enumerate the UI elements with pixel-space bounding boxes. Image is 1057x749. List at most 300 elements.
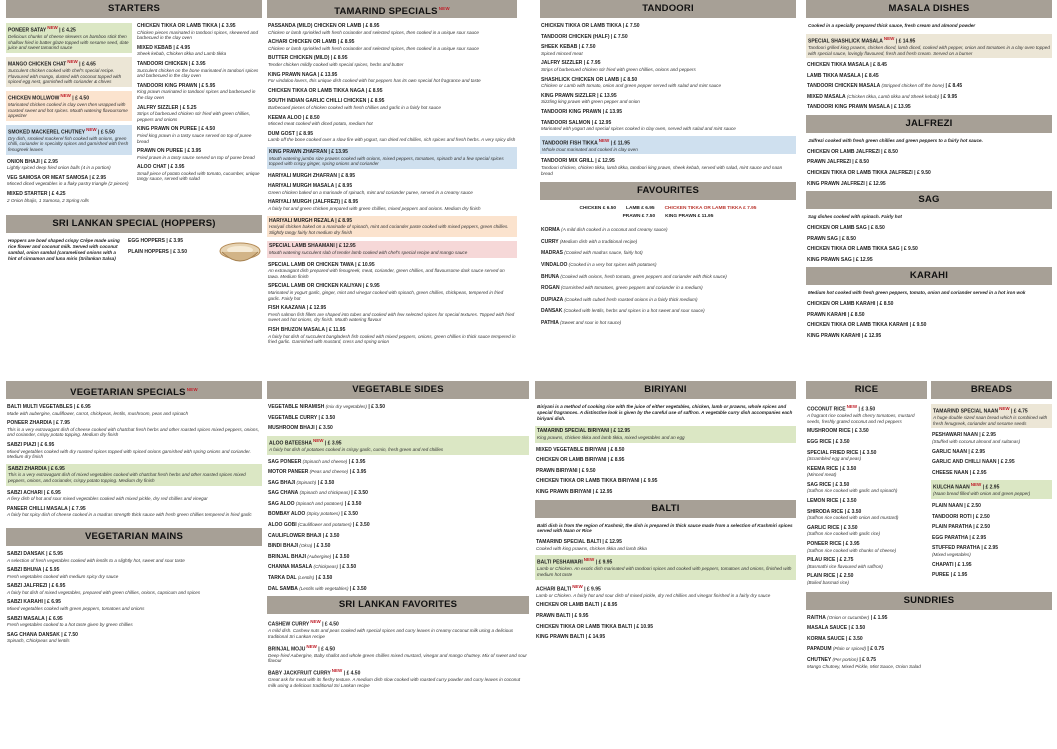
menu-item: [806, 301, 1052, 308]
col-2: [267, 0, 517, 349]
item-price: £ 3.50: [848, 635, 863, 642]
item-desc: Dry dish, smoked mackerel fish cooked with onions, green chilli, coriander in specialty spices and garnished with fresh fenugreek leaves: [8, 135, 129, 153]
item-desc: Succulent chicken cooked with chef's special recipe. Flavoured with mango, dusted with coconut topped with spiced egg nest, garnished with coriander & chives: [8, 68, 122, 85]
item-desc: Green chicken baked on a marinade of spinach, mint and coriander puree, served in a creamy sauce: [268, 189, 473, 195]
masala-header: MASALA DISHES: [806, 0, 1052, 18]
item-name: BINDI BHAJI: [268, 543, 299, 550]
sag-intro: Sag dishes cooked with spinach. Fairly hot: [808, 214, 902, 220]
item-name: SHEEK KEBAB: [541, 44, 578, 51]
rice-items: [806, 404, 927, 586]
item-desc: Fried prawn in a tasty sauce served on top of puree bread: [137, 154, 255, 160]
item-price: £ 8.95: [340, 39, 355, 46]
item-desc: A fairly hot dish of potatoes cooked in crispy garlic, cumin, fresh green and red chillies: [269, 446, 444, 452]
item-price: £ 9.95: [574, 612, 589, 619]
price-separator: |: [187, 60, 192, 67]
menu-item: [806, 236, 1052, 243]
item-extra: (Aubergine): [307, 553, 332, 559]
item-price: £ 6.95: [46, 489, 61, 496]
item-desc: (Saffron rice cooked with onion and mustard): [807, 515, 899, 521]
price-separator: |: [894, 38, 899, 45]
price-separator: |: [36, 441, 41, 448]
item-desc: Delicious chunks of cheese skewers on bamboo stick then shallow fried in batter glaze topped with sesame seed, date juice and sweet tamarind sauce: [8, 34, 129, 51]
new-badge: NEW: [583, 557, 595, 563]
menu-item: [267, 436, 529, 455]
price-separator: |: [70, 95, 76, 102]
menu-item: [806, 636, 1052, 643]
item-name: TANDOORI CHICKEN MASALA: [807, 83, 881, 90]
new-badge: NEW: [67, 58, 78, 64]
menu-item: [806, 404, 927, 424]
price-separator: |: [838, 465, 843, 472]
menu-item: [6, 159, 132, 171]
item-desc: (Basmathi rice flavoured with saffron): [807, 563, 883, 569]
price-separator: |: [835, 573, 840, 580]
item-desc: (Sweet and sour in hot sauce): [560, 319, 622, 325]
menu-item: [267, 183, 517, 195]
menu-item: [540, 34, 796, 41]
item-name: PANEER CHILLI MASALA: [7, 505, 68, 512]
menu-item: [806, 657, 1052, 669]
item-desc: (Garnished with tomatoes, green peppers and coriander in a medium): [560, 285, 703, 291]
menu-item: [267, 55, 517, 67]
item-name: EGG PARATHA: [932, 534, 969, 541]
price-separator: |: [316, 71, 321, 78]
item-name: TANDOORI SALMON: [541, 119, 591, 126]
item-extra: (Plain or spiced): [832, 646, 867, 652]
item-price: £ 10.95: [636, 623, 654, 630]
menu-item: [931, 524, 1052, 531]
item-name: SHIRODA RICE: [807, 508, 844, 515]
col-3b: [535, 381, 796, 645]
item-desc: Tandoori grilled king prawns, chicken diced, lamb diced, cooked with pepper, onion and tomatoes in a clay oven topped with special sauce, lovingly flavoured, fresh and fresh cream. Served on a burner: [808, 44, 1050, 56]
item-name: PATHIA: [541, 319, 559, 326]
price-separator: |: [839, 524, 844, 531]
new-badge: NEW: [883, 35, 895, 41]
price-separator: |: [316, 646, 322, 653]
item-desc: 2 Onion bhajis, 1 Samosa, 2 Spring rolls: [7, 197, 89, 203]
price-separator: |: [593, 158, 599, 165]
menu-item: [806, 450, 927, 462]
tamarind-title: TAMARIND SPECIALS: [334, 6, 438, 18]
price-separator: |: [860, 72, 865, 79]
price-separator: |: [866, 646, 871, 653]
item-price: £ 8.95: [344, 199, 359, 206]
item-name: EGG RICE: [807, 438, 832, 445]
item-price: £ 8.95: [603, 602, 618, 609]
item-desc: A huge double sized naan bread which is combined with fresh fenugreek, coriander and sesame seeds: [933, 415, 1048, 426]
item-extra: (Spinach and chickpeas): [299, 490, 350, 496]
menu-item: [267, 644, 529, 664]
item-desc: Fresh vegetables cooked with medium spicy dry sauce: [7, 573, 119, 579]
menu-item: [6, 23, 132, 53]
item-price: £ 3.95: [170, 164, 185, 171]
price-separator: |: [165, 238, 170, 245]
item-name: CHICKEN TIKKA OR LAMB TIKKA: [541, 23, 622, 29]
menu-item: [931, 545, 1052, 557]
item-price: £ 2.95: [971, 448, 986, 455]
item-price: £ 9.50: [903, 246, 918, 253]
item-desc: (Medium dish with a traditional recipe): [559, 238, 638, 244]
item-price: £ 2.95: [1000, 459, 1015, 466]
item-name: MIXED KEBAB: [137, 44, 173, 51]
item-price: £ 2.50: [976, 524, 990, 531]
item-price: £ 5.95: [48, 550, 63, 557]
menu-item: [540, 274, 796, 281]
price-separator: |: [47, 583, 52, 590]
favourites-price-value: £ 6.95: [641, 206, 655, 212]
price-separator: |: [582, 60, 587, 67]
karahi-items: [806, 301, 1052, 339]
item-name: MADRAS: [541, 250, 563, 257]
item-price: £ 7.95: [56, 420, 70, 427]
item-desc: Fresh vegetables cooked to a hot taste given by green chillies: [7, 622, 133, 628]
item-name: TAMARIND SPECIAL NAAN: [933, 408, 999, 415]
menu-item: [267, 425, 529, 432]
karahi-intro: Medium hot cooked with fresh green peppers, tomato, onion and coriander served in a hot iron wok: [808, 290, 1026, 296]
item-name: PLAIN PARATHA: [932, 524, 972, 531]
item-name: SABZI JALFREZI: [7, 583, 48, 590]
item-price: £ 3.50: [321, 414, 336, 421]
item-price: £ 8.50: [879, 301, 894, 308]
item-price: £ 7.95: [71, 505, 86, 512]
item-price: £ 3.95: [351, 458, 366, 465]
price-separator: |: [864, 180, 869, 187]
breads-header: BREADS: [931, 381, 1052, 399]
menu-item: [267, 147, 517, 169]
item-name: SPECIAL LAMB OR CHICKEN KALIYAN: [268, 283, 362, 290]
new-badge: NEW: [86, 126, 97, 132]
menu-item: [540, 44, 796, 56]
menu-item: [267, 469, 529, 476]
price-separator: |: [860, 333, 865, 339]
srilankan-hoppers-header: SRI LANKAN SPECIAL (HOPPERS): [6, 215, 262, 233]
item-name: TAMARIND SPECIAL BIRIYANI: [537, 428, 610, 435]
price-separator: |: [336, 39, 341, 46]
new-badge: NEW: [331, 667, 343, 673]
item-price: £ 3.95: [169, 238, 184, 245]
price-separator: |: [87, 174, 93, 181]
item-desc: Mouth watering succulent slab of tender lamb cooked with chef's special recipe and mango sauce: [269, 250, 468, 256]
price-separator: |: [981, 484, 986, 491]
menu-item: [267, 115, 517, 127]
price-separator: |: [838, 498, 843, 505]
menu-item: [535, 584, 796, 599]
hoppers-block: [6, 238, 262, 268]
price-separator: |: [866, 225, 871, 232]
item-name: CHICKEN OR LAMB JALFREZI: [807, 148, 880, 155]
new-badge: NEW: [438, 6, 450, 11]
menu-item: [267, 564, 529, 571]
item-name: CHICKEN TIKKA OR LAMB TIKKA NAGA: [268, 87, 365, 94]
item-name: BUTTER CHICKEN (MILD): [268, 55, 330, 62]
item-price: £ 2.95: [982, 432, 996, 439]
tamarind-items: [267, 23, 517, 345]
item-price: £ 6.95: [40, 441, 55, 448]
item-name: CHUTNEY: [807, 656, 832, 663]
new-badge: NEW: [47, 25, 58, 30]
item-extra: (Spinach): [296, 479, 317, 485]
item-price: £ 1.95: [957, 561, 972, 568]
item-desc: Lamb or Chicken. An exotic dish marinated with tandoori spices and cooked with peppers, tomatoes and onions, finished with medium hot taste: [537, 566, 792, 578]
item-price: £ 3.50: [847, 508, 862, 515]
item-desc: A mild dish. Cashew nuts and peas cooked with special spices and curry leaves in creamy coconut milk using a delicious traditional Sri Lankan recipe: [268, 628, 514, 639]
item-name: PRAWN JALFREZI: [807, 159, 851, 166]
item-name: TANDOORI KING PRAWN: [137, 82, 198, 89]
menu-item: [931, 404, 1052, 428]
menu-item: [6, 125, 132, 155]
item-name: SABZI BHUNA: [7, 567, 42, 574]
item-price: £ 8.50: [850, 311, 865, 318]
item-extra: (Cauliflower and potatoes): [297, 522, 352, 528]
sundries-items: [806, 615, 1052, 670]
item-name: ONION BHAJI: [7, 158, 40, 165]
menu-item: [535, 624, 796, 631]
item-name: CHAPATI: [932, 561, 954, 568]
item-desc: Minced diced vegetables in a flaky pastry triangle (2 pieces): [7, 181, 129, 187]
item-price: £ 4.50: [75, 95, 89, 102]
item-price: £ 3.50: [835, 481, 850, 488]
price-separator: |: [831, 481, 836, 488]
item-price: £ 2.75: [839, 557, 854, 564]
menu-item: [806, 498, 927, 505]
item-price: £ 12.95: [855, 256, 873, 263]
item-name: GARLIC RICE: [807, 524, 840, 531]
item-price: £ 3.95: [327, 440, 342, 447]
hopper-bowl-icon: [218, 238, 262, 268]
item-extra: (Chicken tikka, Lamb tikka and Sheek kebab): [846, 93, 940, 99]
item-price: £ 2.95: [972, 469, 987, 476]
item-price: £ 5.50: [100, 129, 115, 136]
starters-header: STARTERS: [6, 0, 262, 18]
item-desc: Chicken or Lamb with tomato, onion and green pepper served with salad and mint sauce: [541, 83, 722, 89]
menu-item: [267, 522, 529, 529]
item-desc: Mixed vegetables cooked with green peppers, tomatoes and onions: [7, 606, 145, 612]
price-separator: |: [595, 92, 600, 99]
item-extra: (Spinach and cheese): [302, 458, 348, 464]
item-name: PRAWN BALTI: [536, 612, 571, 619]
price-separator: |: [868, 62, 874, 69]
item-price: £ 7.50: [64, 631, 78, 638]
new-badge: NEW: [999, 406, 1010, 411]
item-price: £ 6.95: [48, 615, 63, 622]
price-separator: |: [361, 23, 366, 29]
new-badge: NEW: [970, 482, 982, 488]
menu-item: [806, 439, 927, 446]
new-badge: NEW: [186, 387, 198, 392]
favourites-price: [580, 206, 617, 211]
price-separator: |: [979, 545, 985, 552]
menu-item: [6, 490, 262, 502]
item-name: CHANNA MASALA: [268, 564, 313, 571]
item-price: £ 3.50: [352, 585, 367, 592]
price-separator: |: [606, 446, 611, 453]
item-name: ACHARI CHICKEN OR LAMB: [268, 39, 337, 46]
item-name: SAG RICE: [807, 481, 832, 488]
item-name: LAMB TIKKA MASALA: [807, 72, 861, 79]
menu-item: [267, 305, 517, 323]
item-price: £ 14.95: [588, 634, 606, 641]
price-separator: |: [46, 465, 51, 472]
price-separator: |: [320, 621, 325, 628]
price-separator: |: [869, 614, 874, 621]
item-price: £ 8.95: [338, 183, 353, 190]
item-name: MIXED MASALA: [807, 93, 846, 100]
item-name: TANDOORI KING PRAWN MASALA: [807, 104, 890, 111]
price-separator: |: [314, 425, 319, 432]
menu-item: [806, 557, 927, 569]
menu-item: [267, 98, 517, 110]
menu-item: [535, 468, 796, 475]
item-price: £ 3.50: [320, 479, 335, 486]
item-name: ROGAN: [541, 285, 560, 292]
item-desc: A fairly hot dish of succulent bangladesh fish cooked with mixed peppers, onions, green chillies in thick sauce tempered in fried garlic. Garnished with mustard, cress and spring onion: [268, 333, 516, 345]
tandoori-header: TANDOORI: [540, 0, 796, 18]
item-desc: Great ask for meat with its fleshy texture. A medium dish slow cooked with roasted curry powder and curry leaves in coconut milk using a delicious traditional Sri Lankan recipe: [268, 676, 521, 688]
item-price: £ 12.95: [868, 180, 886, 187]
item-price: £ 3.50: [851, 625, 866, 632]
menu-item: [535, 478, 796, 485]
item-price: £ 8.50: [305, 114, 320, 121]
item-desc: Mouth watering jumbo size prawns cooked with onions, mixed peppers, tomatoes, spinach and a few special spices topped with crispy ginger, spring onions and coriander: [269, 155, 504, 167]
price-separator: |: [329, 55, 334, 62]
price-separator: |: [908, 322, 913, 329]
item-desc: Spinach, Chickpeas and lentils: [7, 638, 70, 644]
menu-item: [267, 415, 529, 422]
item-desc: Deep-fried Aubergine, Baby shallot and whole green chillies mixed mustard, vinegar and mango chutney. Mix of sweet and sour flavour: [268, 652, 527, 664]
menu-item: [806, 615, 1052, 622]
item-desc: (Saffron rice cooked with chunks of cheese): [807, 547, 897, 553]
item-price: £ 4.65: [81, 61, 96, 68]
item-price: £ 3.50: [342, 564, 357, 571]
item-name: KING PRAWN SAG: [807, 256, 852, 263]
menu-item: [806, 34, 1052, 58]
item-name: KORMA: [541, 227, 560, 234]
menu-item: [267, 586, 529, 593]
item-name: SAG PONEER: [268, 458, 302, 465]
item-desc: Cooked with king prawns, chicken tikka and lamb tikka: [536, 545, 647, 551]
price-separator: |: [606, 457, 611, 464]
item-name: SABZI ACHARI: [7, 489, 43, 496]
menu-item: [540, 158, 796, 176]
item-name: TANDOORI CHICKEN: [137, 60, 188, 67]
price-separator: |: [321, 532, 326, 539]
price-separator: |: [47, 191, 52, 197]
item-name: CHEESE NAAN: [932, 469, 969, 476]
favourites-price-label: CHICKEN TIKKA OR LAMB TIKKA: [664, 206, 742, 212]
item-desc: (Cooked with madras sauce, fairly hot): [564, 250, 643, 256]
item-price: £ 3.50: [335, 553, 350, 560]
item-name: PONEER RICE: [807, 541, 842, 548]
menu-item: [6, 404, 262, 416]
price-separator: |: [601, 108, 606, 115]
price-separator: |: [835, 557, 840, 564]
item-name: HARIYALI MURGH ZHAFRAN: [268, 172, 337, 179]
price-separator: |: [366, 98, 371, 105]
item-name: BRINJAL MOJU: [268, 646, 306, 653]
menu-item: [267, 88, 517, 95]
menu-item: [806, 62, 1052, 69]
price-separator: |: [57, 27, 62, 34]
item-desc: Strips of barbecued chicken stir fried with green chillies, peppers and onions: [137, 111, 251, 122]
item-price: £ 3.50: [843, 524, 858, 531]
menu-item: [540, 320, 796, 327]
price-separator: |: [197, 82, 202, 89]
veg-specials-header: [6, 381, 262, 399]
item-name: PRAWN ON PUREE: [137, 148, 184, 155]
item-price: £ 0.75: [862, 656, 877, 663]
item-price: £ 12.95: [309, 305, 327, 312]
item-name: CHICKEN OR LAMB KARAHI: [807, 301, 876, 308]
item-name: BOMBAY ALOO: [268, 511, 306, 518]
item-price: £ 13.95: [893, 104, 911, 111]
item-price: £ 8.50: [870, 225, 885, 232]
price-separator: |: [609, 33, 614, 40]
price-separator: |: [967, 448, 972, 455]
item-price: £ 3.50: [318, 425, 333, 432]
item-price: £ 3.50: [325, 532, 340, 539]
menu-item: [535, 634, 796, 641]
item-price: £ 12.95: [598, 158, 615, 165]
menu-item: [6, 506, 262, 518]
menu-item: [267, 511, 529, 518]
item-desc: Tandoori chicken, chicken tikka, lamb tikka, tandoori king prawn, sheek kebab, served with salad, mint sauce and naan bread: [541, 165, 783, 176]
price-separator: |: [621, 23, 626, 29]
item-price: £ 2.95: [985, 484, 1000, 491]
item-name: PLAIN NAAN: [932, 503, 963, 509]
item-name: SABZI ZHARDIA: [8, 465, 47, 472]
price-separator: |: [312, 543, 317, 550]
price-separator: |: [77, 61, 82, 68]
item-desc: (Naan bread filled with onion and green pepper): [933, 491, 1031, 497]
price-separator: |: [858, 449, 863, 456]
price-separator: |: [857, 656, 863, 663]
menu-item: [931, 432, 1052, 444]
item-price: £ 11.95: [613, 140, 630, 147]
item-price: £ 3.50: [173, 248, 187, 255]
sag-header: SAG: [806, 191, 1052, 209]
item-price: £ 9.95: [586, 586, 601, 593]
price-separator: |: [172, 44, 177, 51]
item-name: PLAIN RICE: [807, 573, 836, 580]
price-separator: |: [850, 428, 855, 435]
menu-item: [267, 23, 517, 35]
item-price: £ 9.95: [598, 559, 613, 566]
item-price: £ 7.95: [586, 60, 601, 67]
item-price: £ 4.25: [61, 27, 76, 34]
veg-sides-header: VEGETABLE SIDES: [267, 381, 529, 399]
item-price: £ 13.95: [320, 71, 338, 78]
item-desc: (A mild dish cooked in a coconut and creamy sauce): [561, 227, 668, 233]
menu-item: [540, 93, 796, 105]
item-name: CHICKEN TIKKA OR LAMB TIKKA KARAHI: [807, 322, 909, 329]
item-name: ALOO CHAT: [137, 164, 167, 171]
item-price: £ 2.95: [972, 534, 987, 541]
col-4: [806, 0, 1052, 344]
price-separator: |: [324, 326, 329, 333]
menu-item: [267, 533, 529, 540]
item-price: £ 13.95: [599, 92, 617, 99]
price-separator: |: [844, 635, 849, 642]
item-price: £ 12.95: [605, 539, 622, 546]
srilankan-fav-header: SRI LANKAN FAVORITES: [267, 596, 529, 614]
menu-item: [6, 464, 262, 486]
menu-item: [540, 136, 796, 155]
menu-item: [267, 262, 517, 280]
item-desc: (Cooked with onions, fresh tomato, green peppers and coriander with thick sauce): [560, 273, 727, 279]
balti-items: [535, 539, 796, 641]
item-extra: (Spinach and potatoes): [295, 500, 344, 506]
price-separator: |: [619, 76, 624, 83]
